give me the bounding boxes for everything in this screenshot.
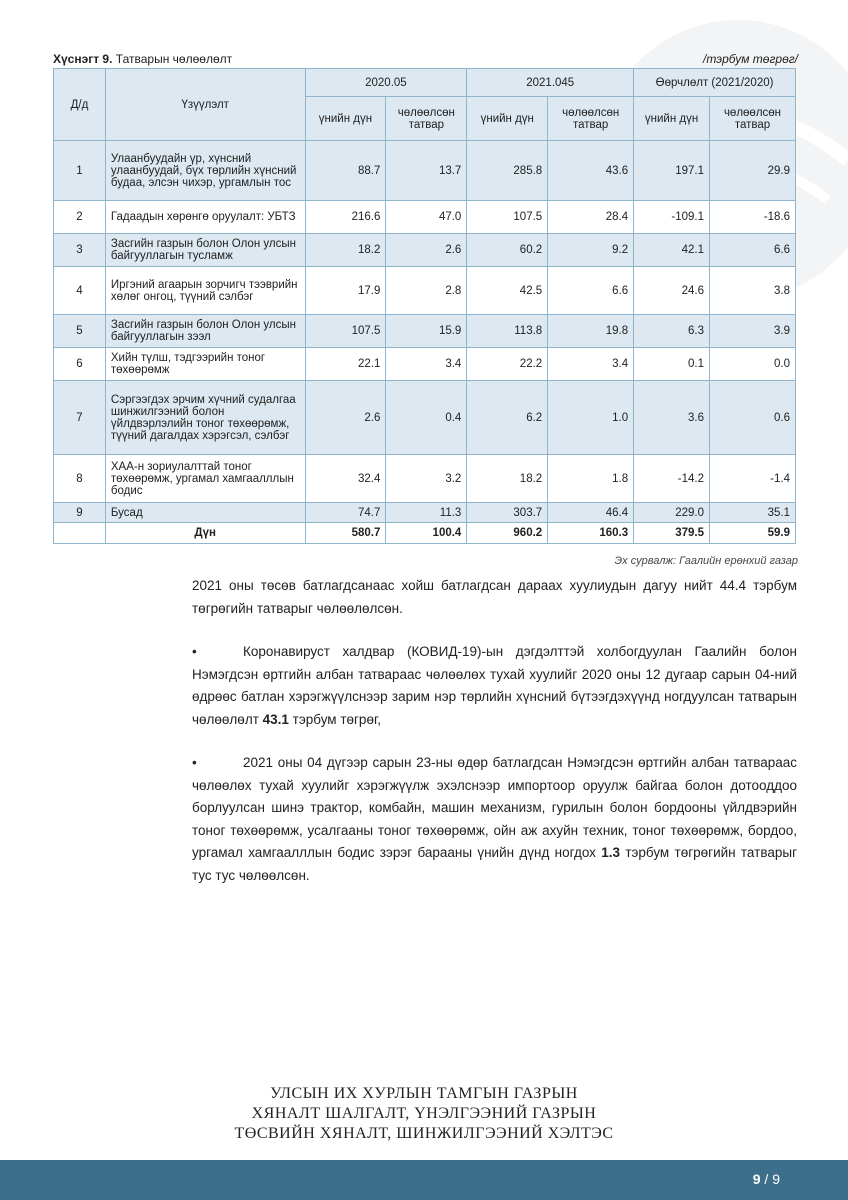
subheader: чөлөөлсөн татвар bbox=[548, 97, 634, 141]
total-value: 100.4 bbox=[386, 523, 467, 544]
row-value: 47.0 bbox=[386, 201, 467, 234]
row-index: 6 bbox=[54, 348, 106, 381]
table-row bbox=[54, 455, 796, 503]
row-indicator: Улаанбуудайн үр, хүнсний улаанбуудай, бүх төрлийн хүнсний будаа, элсэн чихэр, ургамлын тос bbox=[105, 141, 305, 201]
row-indicator: Иргэний агаарын зорчигч тээврийн хөлөг онгоц, түүний сэлбэг bbox=[105, 267, 305, 315]
row-value: 43.6 bbox=[548, 141, 634, 201]
row-value: 74.7 bbox=[305, 503, 386, 523]
bullet-1-amount: 43.1 bbox=[262, 711, 289, 727]
footer-organization bbox=[0, 1084, 848, 1144]
bullet-2-amount: 1.3 bbox=[601, 845, 621, 860]
row-value: 2.6 bbox=[305, 381, 386, 455]
row-value: 197.1 bbox=[634, 141, 710, 201]
row-indicator: Засгийн газрын болон Олон улсын байгууллагын зээл bbox=[105, 315, 305, 348]
row-value: 1.0 bbox=[548, 381, 634, 455]
row-value: 0.1 bbox=[634, 348, 710, 381]
row-value: 60.2 bbox=[467, 234, 548, 267]
row-value: 6.2 bbox=[467, 381, 548, 455]
row-indicator: Гадаадын хөрөнгө оруулалт: УБТЗ bbox=[105, 201, 305, 234]
subheader: чөлөөлсөн татвар bbox=[710, 97, 796, 141]
row-value: 35.1 bbox=[710, 503, 796, 523]
row-index: 1 bbox=[54, 141, 106, 201]
subheader: чөлөөлсөн татвар bbox=[386, 97, 467, 141]
table-row bbox=[54, 201, 796, 234]
table-row bbox=[54, 381, 796, 455]
row-index: 9 bbox=[54, 503, 106, 523]
row-value: 0.0 bbox=[710, 348, 796, 381]
row-value: 6.6 bbox=[710, 234, 796, 267]
caption-title: Татварын чөлөөлөлт bbox=[115, 52, 233, 66]
row-value: 6.3 bbox=[634, 315, 710, 348]
total-row bbox=[54, 523, 796, 544]
row-value: 22.2 bbox=[467, 348, 548, 381]
row-value: 1.8 bbox=[548, 455, 634, 503]
row-value: 88.7 bbox=[305, 141, 386, 201]
row-value: 285.8 bbox=[467, 141, 548, 201]
row-index: 2 bbox=[54, 201, 106, 234]
source-note: Эх сурвалж: Гаалийн ерөнхий газар bbox=[614, 555, 798, 567]
row-value: 2.6 bbox=[386, 234, 467, 267]
page-current: 9 bbox=[752, 1171, 761, 1187]
row-value: 216.6 bbox=[305, 201, 386, 234]
page-number bbox=[753, 1171, 780, 1187]
row-value: 13.7 bbox=[386, 141, 467, 201]
page-total: 9 bbox=[772, 1171, 780, 1187]
row-index: 5 bbox=[54, 315, 106, 348]
row-indicator: Хийн түлш, тэдгээрийн тоног төхөөрөмж bbox=[105, 348, 305, 381]
row-value: -14.2 bbox=[634, 455, 710, 503]
row-value: 2.8 bbox=[386, 267, 467, 315]
header-group: 2021.045 bbox=[467, 69, 634, 97]
row-value: 18.2 bbox=[467, 455, 548, 503]
paragraph-bullet-2 bbox=[192, 752, 797, 887]
row-index: 7 bbox=[54, 381, 106, 455]
row-value: -1.4 bbox=[710, 455, 796, 503]
row-index: 8 bbox=[54, 455, 106, 503]
footer-bar bbox=[0, 1160, 848, 1200]
row-value: 3.4 bbox=[548, 348, 634, 381]
total-value: 379.5 bbox=[634, 523, 710, 544]
bullet-2-text: 2021 оны 04 дүгээр сарын 23-ны өдөр батлагдсан Нэмэгдсэн өртгийн албан татвараас чөлөөлөх тухай хуулийг хэрэгжүүлж эхэлснээр импортоор оруулж байгаа болон дотооддоо борлуулсан шинэ трактор, комбайн, машин механизм, гурилын болон бордооны үйлдвэрийн тоног төхөөрөмж, усалгааны тоног төхөөрөмж, ойн аж ахуйн техник, тоног төхөөрөмж, бордоо, ургамал хамгаалллын бодис зэрэг барааны үнийн дүнд ногдох bbox=[192, 755, 797, 860]
subheader: үнийн дүн bbox=[467, 97, 548, 141]
row-value: 46.4 bbox=[548, 503, 634, 523]
bullet-1-text: Коронавируст халдвар (КОВИД-19)-ын дэгдэлттэй холбогдуулан Гаалийн болон Нэмэгдсэн өртгийн албан татвараас чөлөөлөх тухай хуулийг 2020 оны 12 дугаар сарын 04-ний өдрөөс батлан хэрэгжүүлснээр зарим нэр төрлийн хүнсний бүтээгдэхүүнд ногдуулсан татварын чөлөөлөлт bbox=[192, 644, 797, 727]
row-value: 113.8 bbox=[467, 315, 548, 348]
footer-line: ХЯНАЛТ ШАЛГАЛТ, ҮНЭЛГЭЭНИЙ ГАЗРЫН bbox=[251, 1105, 597, 1122]
row-index: 4 bbox=[54, 267, 106, 315]
page-separator: / bbox=[760, 1171, 773, 1187]
row-value: 303.7 bbox=[467, 503, 548, 523]
table-row bbox=[54, 503, 796, 523]
header-index: Д/д bbox=[54, 69, 106, 141]
footer-line: УЛСЫН ИХ ХУРЛЫН ТАМГЫН ГАЗРЫН bbox=[270, 1085, 578, 1102]
header-indicator: Үзүүлэлт bbox=[105, 69, 305, 141]
table-row bbox=[54, 234, 796, 267]
row-value: 18.2 bbox=[305, 234, 386, 267]
row-value: 24.6 bbox=[634, 267, 710, 315]
table-row bbox=[54, 348, 796, 381]
paragraph-intro: 2021 оны төсөв батлагдсанаас хойш батлагдсан дараах хуулиудын дагуу нийт 44.4 тэрбум төгрөгийн татварыг чөлөөлөлсөн. bbox=[192, 578, 797, 616]
row-value: -109.1 bbox=[634, 201, 710, 234]
row-value: 3.8 bbox=[710, 267, 796, 315]
subheader: үнийн дүн bbox=[634, 97, 710, 141]
bullet-marker: • bbox=[192, 755, 197, 770]
row-value: 29.9 bbox=[710, 141, 796, 201]
row-value: 3.2 bbox=[386, 455, 467, 503]
row-value: 17.9 bbox=[305, 267, 386, 315]
bullet-marker: • bbox=[192, 644, 197, 659]
row-index: 3 bbox=[54, 234, 106, 267]
total-value: 59.9 bbox=[710, 523, 796, 544]
row-value: 42.1 bbox=[634, 234, 710, 267]
header-group: Өөрчлөлт (2021/2020) bbox=[634, 69, 796, 97]
table-caption bbox=[53, 51, 798, 67]
total-value: 960.2 bbox=[467, 523, 548, 544]
total-value: 580.7 bbox=[305, 523, 386, 544]
row-value: 3.4 bbox=[386, 348, 467, 381]
row-indicator: Бусад bbox=[105, 503, 305, 523]
caption-label: Хүснэгт 9. bbox=[53, 52, 113, 66]
row-value: 11.3 bbox=[386, 503, 467, 523]
row-value: 28.4 bbox=[548, 201, 634, 234]
subheader: үнийн дүн bbox=[305, 97, 386, 141]
paragraph-bullet-1 bbox=[192, 641, 797, 731]
row-value: 0.6 bbox=[710, 381, 796, 455]
row-indicator: Сэргээгдэх эрчим хүчний судалгаа шинжилгээний болон үйлдвэрлэлийн тоног төхөөрөмж, түүний дагалдах хэрэгсэл, сэлбэг bbox=[105, 381, 305, 455]
table-row bbox=[54, 315, 796, 348]
footer-line: ТӨСВИЙН ХЯНАЛТ, ШИНЖИЛГЭЭНИЙ ХЭЛТЭС bbox=[234, 1125, 614, 1142]
row-value: 3.9 bbox=[710, 315, 796, 348]
bullet-2-tail: тэрбум төгрөгийн татварыг тус тус чөлөөлсөн. bbox=[192, 845, 797, 883]
row-value: 9.2 bbox=[548, 234, 634, 267]
row-value: -18.6 bbox=[710, 201, 796, 234]
row-value: 107.5 bbox=[305, 315, 386, 348]
table-row bbox=[54, 267, 796, 315]
row-value: 0.4 bbox=[386, 381, 467, 455]
caption-unit: /тэрбум төгрөг/ bbox=[702, 52, 798, 66]
total-value: 160.3 bbox=[548, 523, 634, 544]
row-value: 3.6 bbox=[634, 381, 710, 455]
bullet-1-tail: тэрбум төгрөг, bbox=[288, 711, 381, 727]
row-value: 229.0 bbox=[634, 503, 710, 523]
row-value: 6.6 bbox=[548, 267, 634, 315]
total-label: Дүн bbox=[105, 523, 305, 544]
row-value: 19.8 bbox=[548, 315, 634, 348]
total-index-blank bbox=[54, 523, 106, 544]
row-value: 107.5 bbox=[467, 201, 548, 234]
row-value: 42.5 bbox=[467, 267, 548, 315]
row-indicator: Засгийн газрын болон Олон улсын байгууллагын тусламж bbox=[105, 234, 305, 267]
row-indicator: ХАА-н зориулалттай тоног төхөөрөмж, ургамал хамгаалллын бодис bbox=[105, 455, 305, 503]
table-row bbox=[54, 141, 796, 201]
row-value: 22.1 bbox=[305, 348, 386, 381]
row-value: 32.4 bbox=[305, 455, 386, 503]
row-value: 15.9 bbox=[386, 315, 467, 348]
tax-exemption-table bbox=[53, 68, 796, 544]
header-group: 2020.05 bbox=[305, 69, 467, 97]
